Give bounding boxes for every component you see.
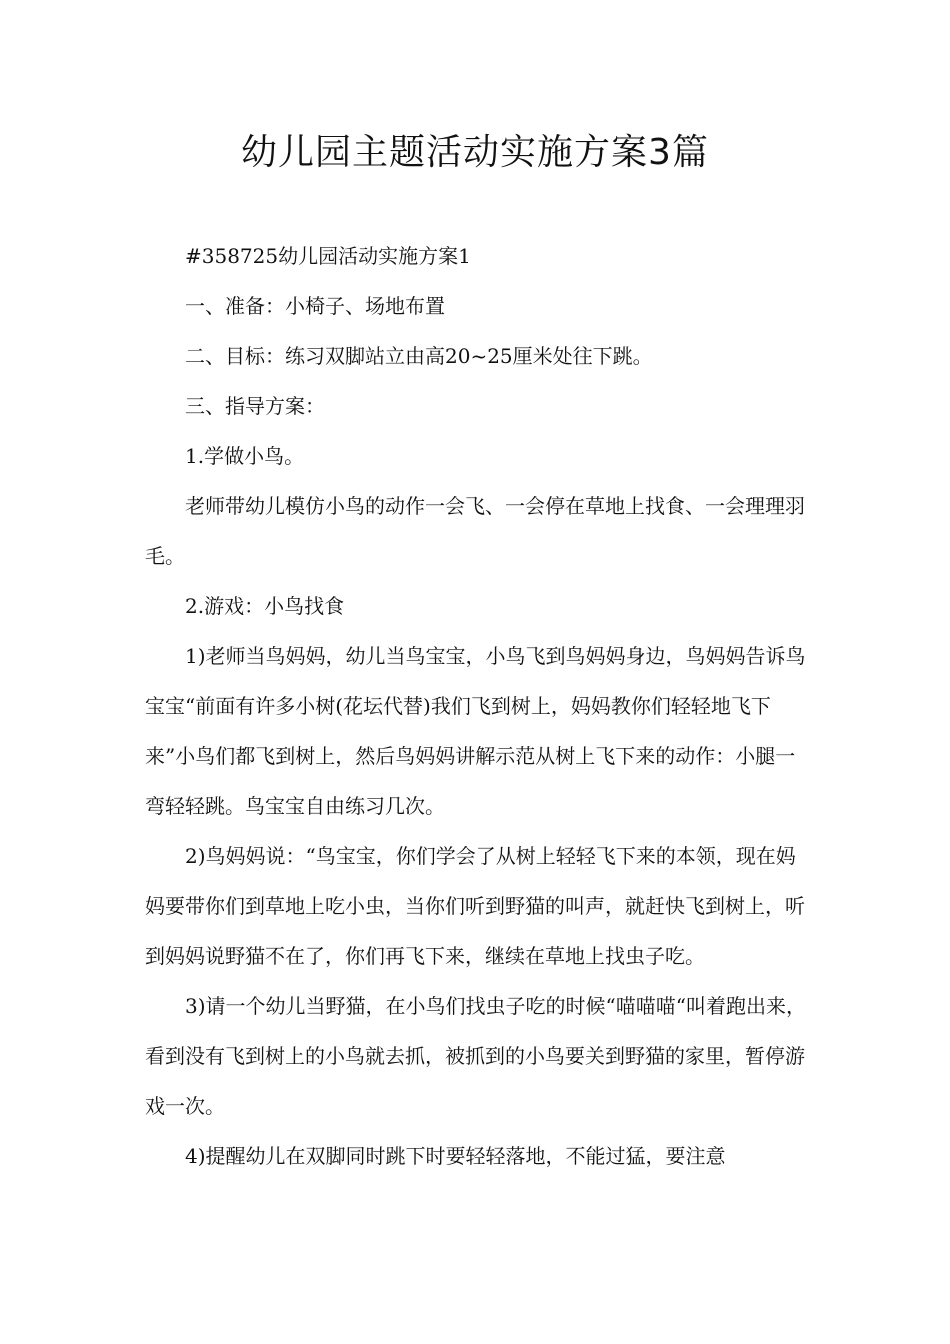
paragraph-preparation: 一、准备：小椅子、场地布置 bbox=[185, 294, 445, 318]
document-title: 幼儿园主题活动实施方案3篇 bbox=[241, 132, 709, 173]
paragraph-game-4: 4)提醒幼儿在双脚同时跳下时要轻轻落地，不能过猛，要注意 bbox=[185, 1144, 726, 1168]
section-heading: #358725幼儿园活动实施方案1 bbox=[185, 244, 471, 268]
paragraph-step-2: 2.游戏：小鸟找食 bbox=[185, 594, 345, 618]
paragraph-step-1: 1.学做小鸟。 bbox=[185, 444, 305, 468]
paragraph-game-1: 1)老师当鸟妈妈，幼儿当鸟宝宝，小鸟飞到鸟妈妈身边，鸟妈妈告诉鸟宝宝“前面有许多小树(花坛代替)我们飞到树上，妈妈教你们轻轻地飞下来”小鸟们都飞到树上，然后鸟妈妈讲解示范从树上飞下来的动作：小腿一弯轻轻跳。鸟宝宝自由练习几次。 bbox=[145, 644, 806, 818]
paragraph-step-1-detail: 老师带幼儿模仿小鸟的动作一会飞、一会停在草地上找食、一会理理羽毛。 bbox=[145, 494, 805, 568]
paragraph-game-3: 3)请一个幼儿当野猫，在小鸟们找虫子吃的时候“喵喵喵“叫着跑出来，看到没有飞到树上的小鸟就去抓，被抓到的小鸟要关到野猫的家里，暂停游戏一次。 bbox=[145, 994, 806, 1118]
paragraph-game-2: 2)鸟妈妈说：“鸟宝宝，你们学会了从树上轻轻飞下来的本领，现在妈妈要带你们到草地上吃小虫，当你们听到野猫的叫声，就赶快飞到树上，听到妈妈说野猫不在了，你们再飞下来，继续在草地上找虫子吃。 bbox=[145, 844, 805, 968]
paragraph-goal: 二、目标：练习双脚站立由高20~25厘米处往下跳。 bbox=[185, 344, 653, 368]
paragraph-guidance-heading: 三、指导方案： bbox=[185, 394, 325, 418]
document-body bbox=[145, 231, 813, 1181]
